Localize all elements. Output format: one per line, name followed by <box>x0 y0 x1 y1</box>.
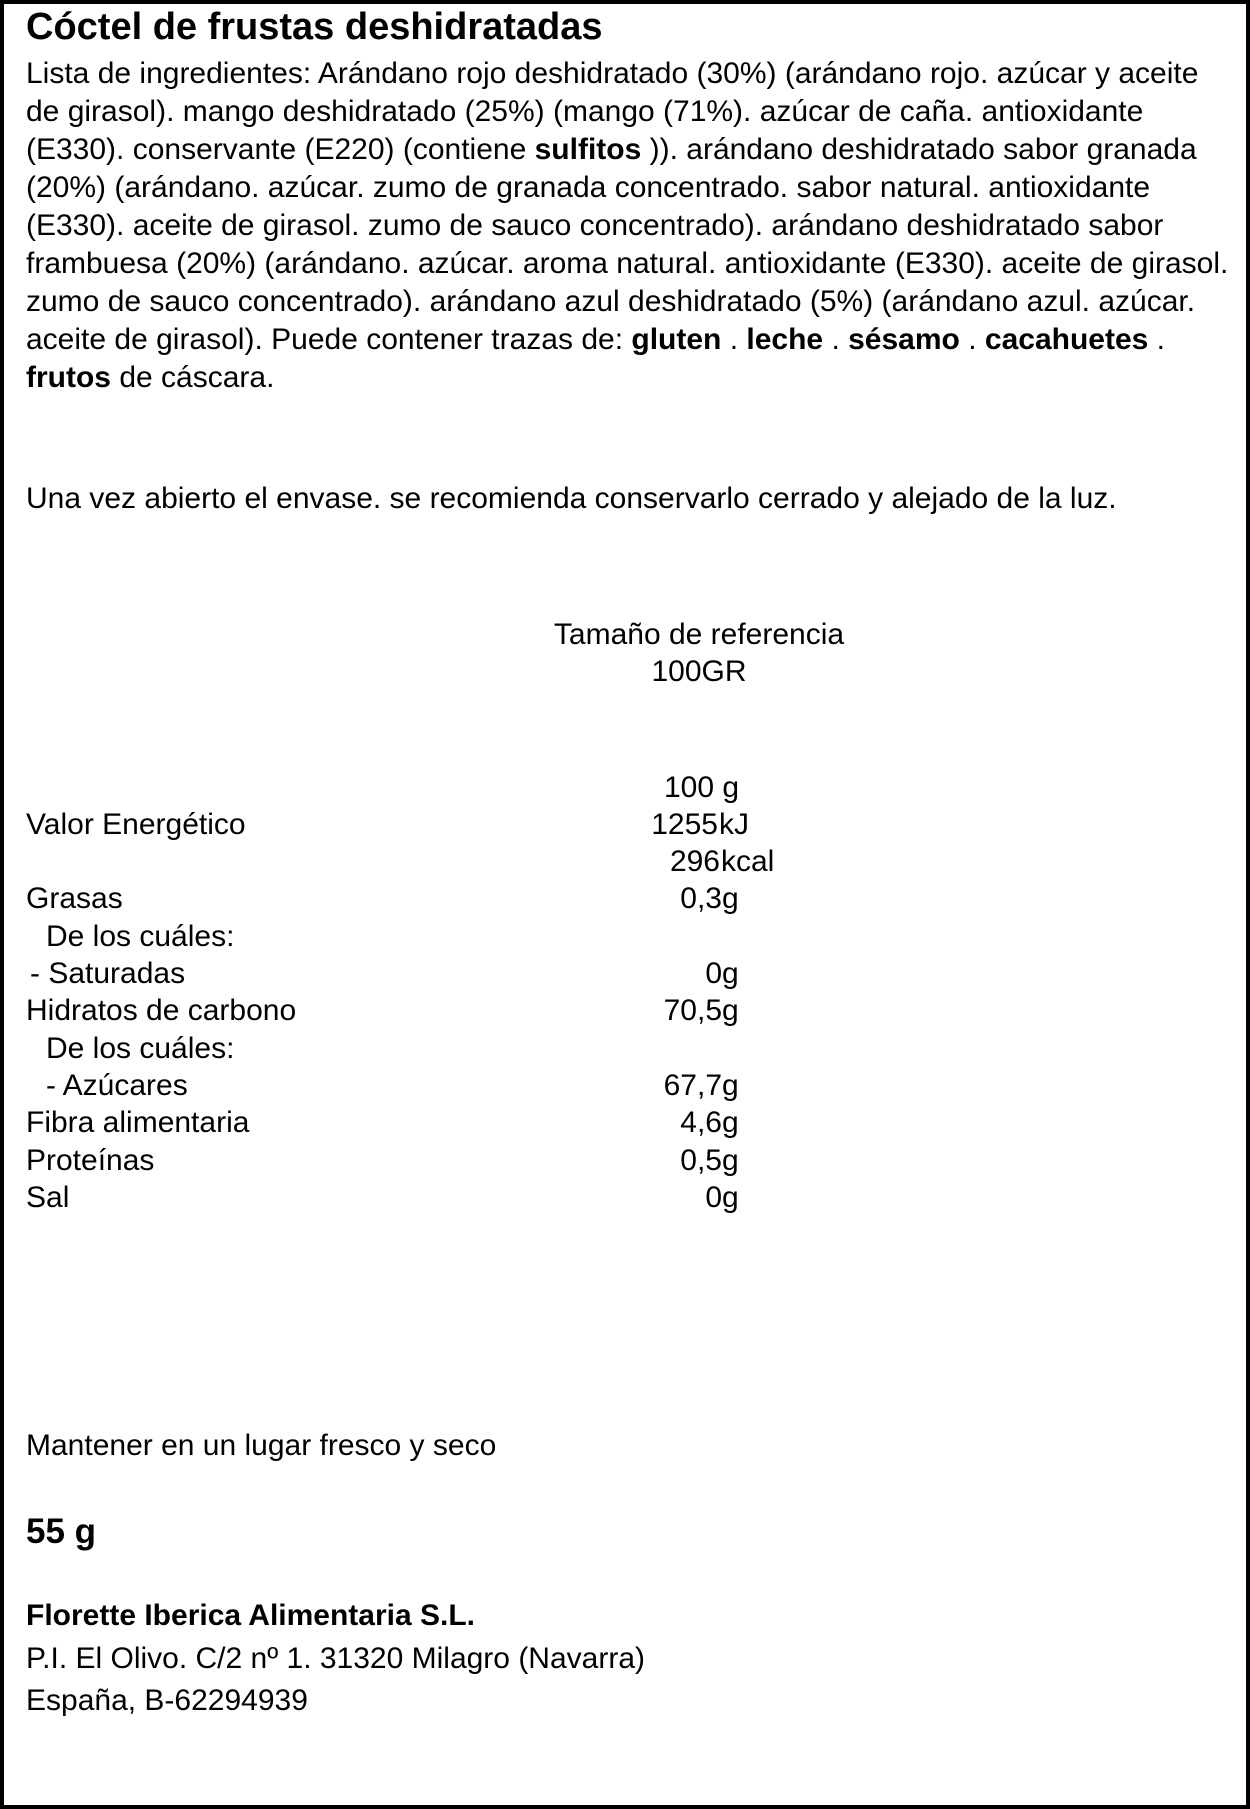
allergen-cacahuetes: cacahuetes <box>984 323 1149 356</box>
nutrition-row-label: De los cuáles: <box>46 920 235 953</box>
nutrition-row-label: Valor Energético <box>26 808 246 841</box>
reference-size-label: Tamaño de referencia <box>553 618 845 651</box>
net-weight: 55 g <box>26 1512 97 1551</box>
allergen-sesamo: sésamo <box>848 323 960 356</box>
allergen-sulfitos: sulfitos <box>534 133 642 166</box>
allergen-frutos: frutos <box>26 361 111 394</box>
nutrition-row-value: 0 <box>705 1181 722 1214</box>
ingredients-separator: . <box>823 323 849 356</box>
ingredients-segment: Lista de ingredientes: Arándano rojo deshidratado (30%) (arándano rojo. azúcar y aceite de girasol). mango deshidratado (25%) (mango (71%). azúcar de caña. antioxidante (E330). conservante (E220) (contiene <box>26 57 1199 166</box>
nutrition-row-unit: g <box>722 994 739 1027</box>
nutrition-row-unit: g <box>722 1069 739 1102</box>
allergen-leche: leche <box>746 323 824 356</box>
reference-size-value: 100GR <box>651 655 747 688</box>
nutrition-row-unit: g <box>722 882 739 915</box>
nutrition-row-label: De los cuáles: <box>46 1032 235 1065</box>
allergen-gluten: gluten <box>631 323 722 356</box>
nutrition-row-label: - Saturadas <box>30 957 186 990</box>
nutrition-row-value: 67,7 <box>663 1069 722 1102</box>
nutrition-row-unit: kJ <box>719 808 749 841</box>
nutrition-row-value: 296 <box>669 845 720 878</box>
storage-note: Una vez abierto el envase. se recomienda conservarlo cerrado y alejado de la luz. <box>26 482 1117 515</box>
nutrition-row-unit: kcal <box>721 845 775 878</box>
nutrition-row-value: 4,6 <box>680 1106 722 1139</box>
nutrition-row-label: - Azúcares <box>46 1069 188 1102</box>
company-address-line2: España, B-62294939 <box>26 1684 308 1717</box>
nutrition-row-value: 0,5 <box>680 1144 722 1177</box>
ingredients-list <box>26 55 1231 397</box>
product-title: Cóctel de frustas deshidratadas <box>26 6 603 48</box>
nutrition-row-unit: g <box>722 957 739 990</box>
keep-note: Mantener en un lugar fresco y seco <box>26 1429 497 1462</box>
nutrition-row-value: 0 <box>705 957 722 990</box>
nutrition-row-label: Sal <box>26 1181 70 1214</box>
nutrition-row-unit: g <box>722 1144 739 1177</box>
nutrition-row-value: 0,3 <box>680 882 722 915</box>
ingredients-separator: . <box>959 323 985 356</box>
ingredients-segment: )). arándano deshidratado sabor granada (20%) (arándano. azúcar. zumo de granada concentrado. sabor natural. antioxidante (E330). aceite de girasol. zumo de sauco concentrado). arándano deshidratado sabor frambuesa (20%) (arándano. azúcar. aroma natural. antioxidante (E330). aceite de girasol. zumo de sauco concentrado). arándano azul deshidratado (5%) (arándano azul. azúcar. aceite de girasol). Puede contener trazas de: <box>26 133 1229 356</box>
ingredients-separator: . <box>1148 323 1165 356</box>
nutrition-column-header: 100 g <box>664 771 740 804</box>
ingredients-segment: de cáscara. <box>111 361 275 394</box>
nutrition-row-value: 70,5 <box>663 994 722 1027</box>
nutrition-row-label: Grasas <box>26 882 123 915</box>
nutrition-row-unit: g <box>722 1106 739 1139</box>
ingredients-separator: . <box>721 323 747 356</box>
nutrition-row-label: Proteínas <box>26 1144 155 1177</box>
nutrition-row-label: Fibra alimentaria <box>26 1106 250 1139</box>
company-name: Florette Iberica Alimentaria S.L. <box>26 1599 476 1632</box>
company-address-line1: P.I. El Olivo. C/2 nº 1. 31320 Milagro (Navarra) <box>26 1642 645 1675</box>
nutrition-row-unit: g <box>722 1181 739 1214</box>
nutrition-row-label: Hidratos de carbono <box>26 994 297 1027</box>
nutrition-row-value: 1255 <box>651 808 718 841</box>
